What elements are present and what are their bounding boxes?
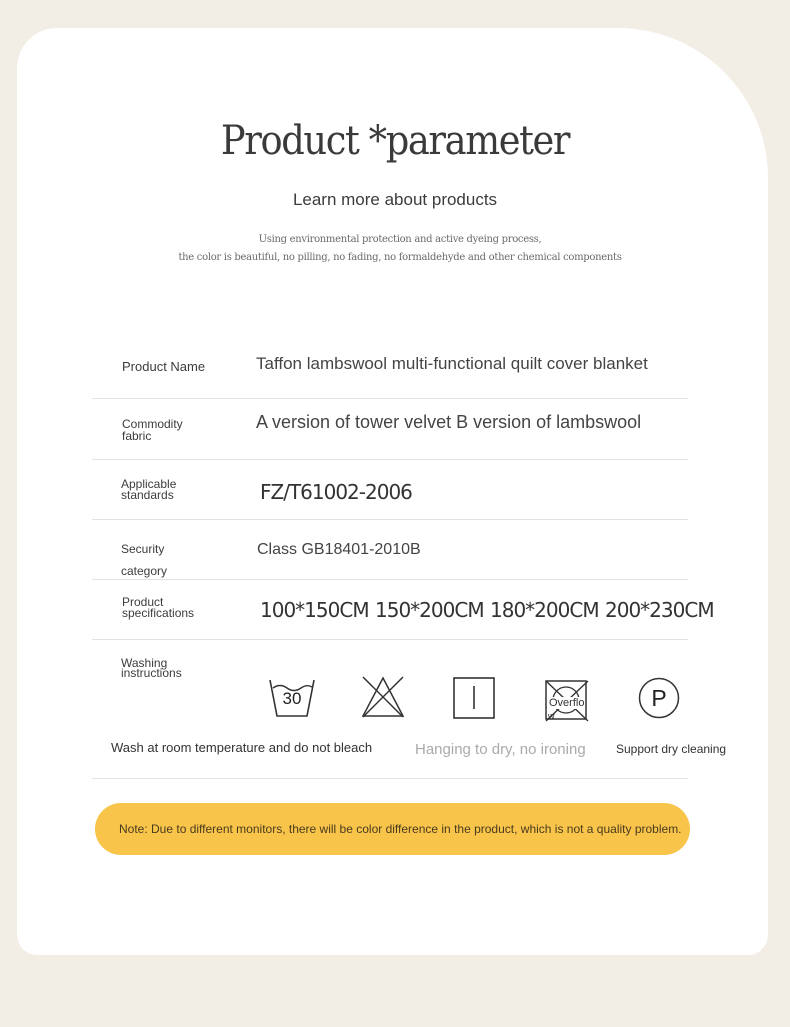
overflow-text: Overflo bbox=[549, 697, 585, 709]
washing-label-2: instructions bbox=[121, 666, 182, 680]
spec-label-2: specifications bbox=[122, 606, 195, 620]
security-value: Class GB18401-2010B bbox=[257, 541, 421, 558]
spec-value-3: 180*200CM bbox=[490, 598, 599, 622]
standards-value: FZ/T61002-2006 bbox=[260, 480, 412, 504]
divider bbox=[92, 778, 688, 779]
no-bleach-icon bbox=[360, 674, 406, 720]
washing-caption-3: Support dry cleaning bbox=[616, 742, 727, 756]
product-name-value: Taffon lambswool multi-functional quilt cover blanket bbox=[256, 354, 648, 373]
hang-dry-icon bbox=[453, 676, 497, 720]
washing-caption-2: Hanging to dry, no ironing bbox=[415, 741, 586, 758]
fabric-label-2: fabric bbox=[122, 429, 152, 443]
page-subtitle: Learn more about products bbox=[292, 190, 498, 209]
description-line-1: Using environmental protection and active dyeing process, bbox=[258, 234, 542, 245]
page-title: Product *parameter bbox=[220, 118, 570, 164]
spec-value-1: 100*150CM bbox=[260, 598, 369, 622]
wash-30-icon bbox=[268, 676, 316, 720]
product-name-label: Product Name bbox=[122, 359, 206, 374]
note-banner bbox=[95, 803, 690, 855]
washing-caption-1: Wash at room temperature and do not bleach bbox=[111, 740, 373, 755]
security-label-2: category bbox=[121, 564, 168, 578]
dry-clean-p-icon bbox=[638, 677, 680, 719]
divider bbox=[92, 519, 688, 520]
overflow-text-2: w bbox=[548, 711, 555, 721]
washing-label-1: Washing bbox=[121, 656, 168, 670]
dry-clean-letter: P bbox=[651, 685, 667, 711]
spec-value-4: 200*230CM bbox=[605, 598, 714, 622]
standards-label-1: Applicable bbox=[121, 477, 177, 491]
fabric-value: A version of tower velvet B version of lambswool bbox=[256, 412, 642, 432]
spec-label-1: Product bbox=[122, 595, 164, 609]
note-text: Note: Due to different monitors, there will be color difference in the product, which is not a quality problem. bbox=[119, 822, 682, 836]
no-tumble-dry-icon bbox=[544, 678, 590, 722]
wash-temperature: 30 bbox=[282, 689, 302, 708]
fabric-label-1: Commodity bbox=[122, 417, 183, 431]
divider bbox=[92, 459, 688, 460]
spec-value-2: 150*200CM bbox=[375, 598, 484, 622]
description-line-2: the color is beautiful, no pilling, no fading, no formaldehyde and other chemical components bbox=[178, 252, 622, 263]
divider bbox=[92, 579, 688, 580]
divider bbox=[92, 398, 688, 399]
standards-label-2: standards bbox=[121, 488, 174, 502]
divider bbox=[92, 639, 688, 640]
security-label-1: Security bbox=[121, 542, 165, 556]
